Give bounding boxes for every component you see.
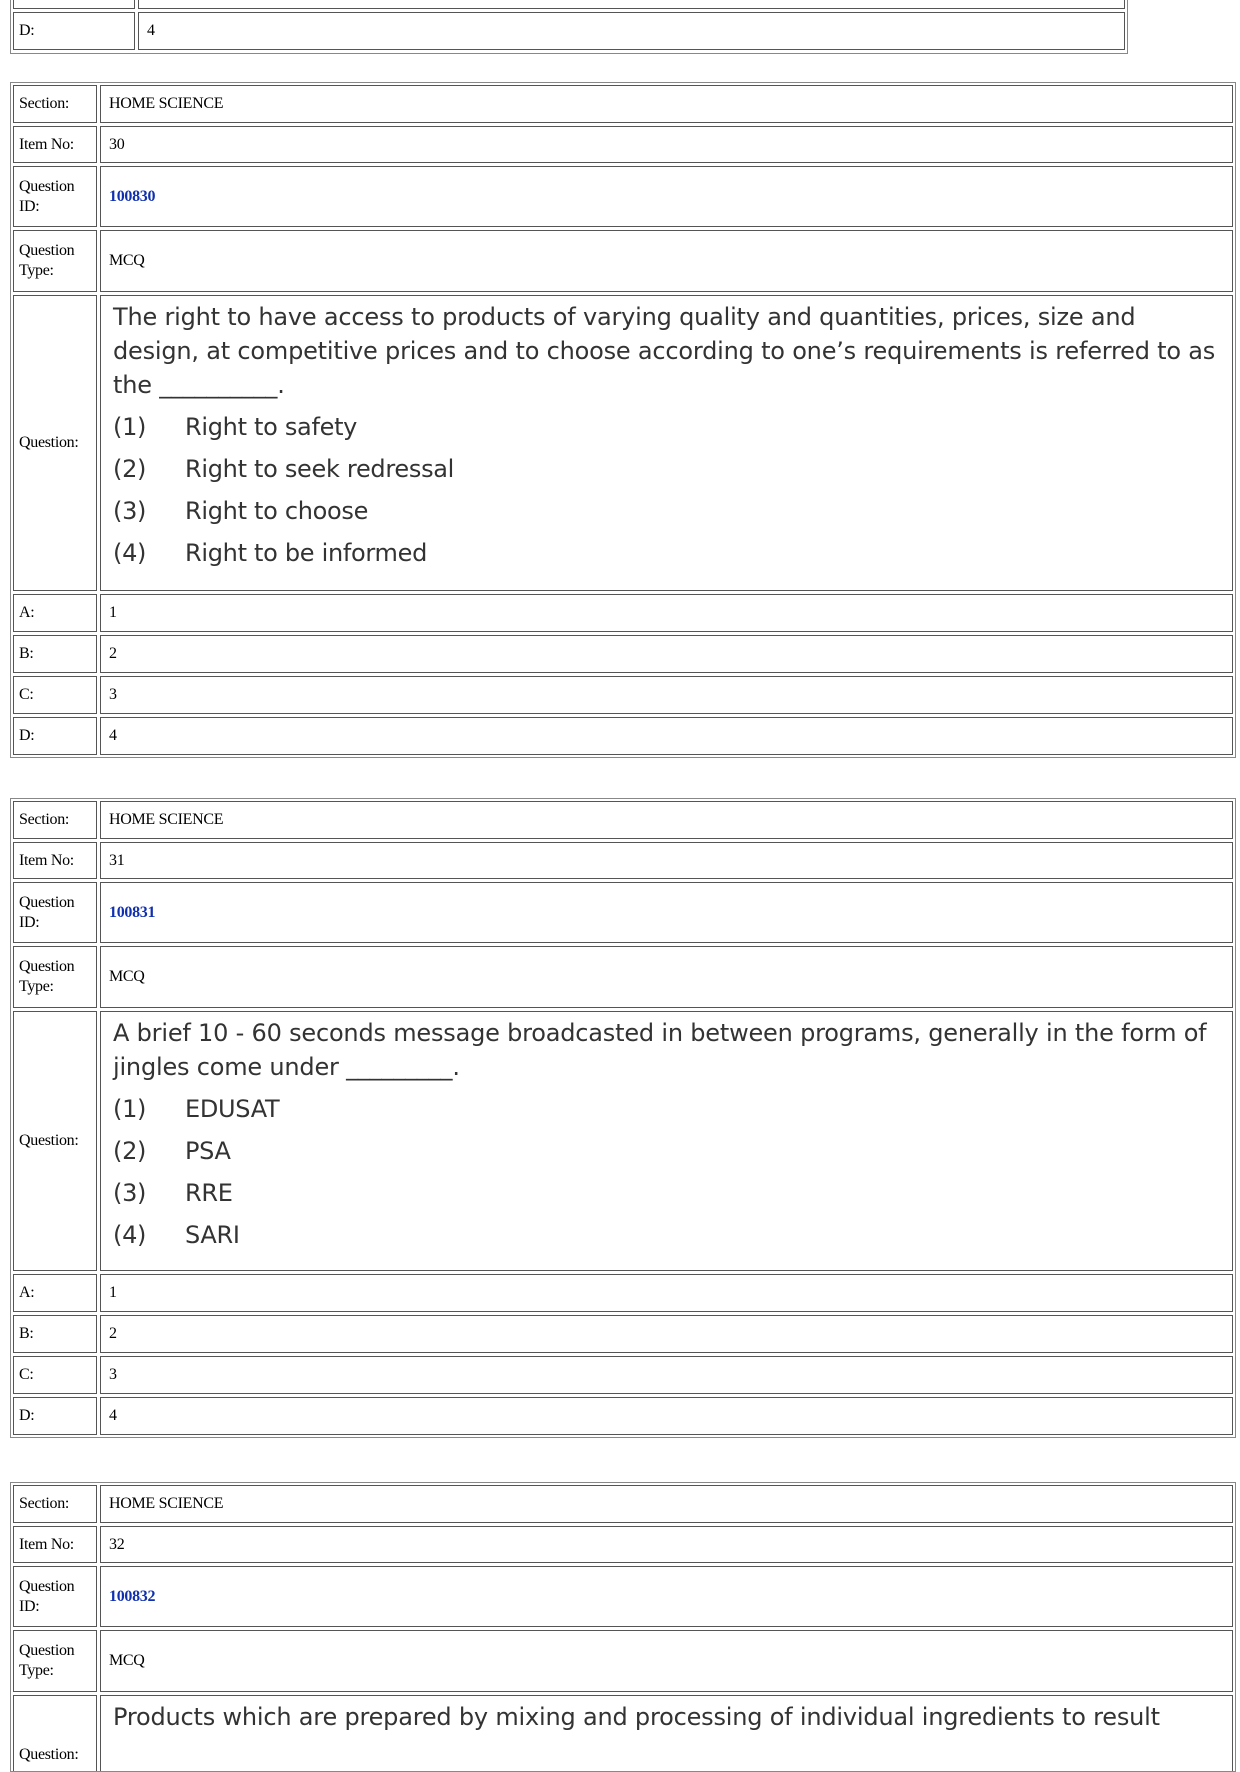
item-no-value: 32 xyxy=(100,1526,1233,1563)
question-id-link[interactable]: 100830 xyxy=(100,166,1233,227)
row-label xyxy=(13,0,135,9)
item-no-label: Item No: xyxy=(13,1526,97,1563)
question-table-partial xyxy=(10,0,1128,54)
question-type-label: Question Type: xyxy=(13,1630,97,1692)
question-label: Question: xyxy=(13,295,97,591)
item-no-label: Item No: xyxy=(13,126,97,163)
option-item: (1) Right to safety xyxy=(113,413,358,441)
section-label: Section: xyxy=(13,801,97,839)
option-c-value: 3 xyxy=(100,1356,1233,1394)
question-id-label: Question ID: xyxy=(13,166,97,227)
section-value: HOME SCIENCE xyxy=(100,85,1233,123)
question-text xyxy=(100,295,1233,591)
option-item: (2) PSA xyxy=(113,1137,231,1165)
item-no-value: 30 xyxy=(100,126,1233,163)
option-d-value: 4 xyxy=(100,1397,1233,1435)
question-table xyxy=(10,82,1236,758)
question-stem: Products which are prepared by mixing and processing of individual ingredients to result xyxy=(113,1703,1160,1731)
section-label: Section: xyxy=(13,1485,97,1523)
option-item: (1) EDUSAT xyxy=(113,1095,280,1123)
option-item: (4) Right to be informed xyxy=(113,539,428,567)
option-a-label: A: xyxy=(13,1274,97,1312)
question-stem: A brief 10 - 60 seconds message broadcasted in between programs, generally in the form of jingles come under _________. xyxy=(113,1019,1207,1081)
question-table xyxy=(10,1482,1236,1772)
question-id-link[interactable]: 100831 xyxy=(100,882,1233,943)
option-d-value: 4 xyxy=(100,717,1233,755)
item-no-value: 31 xyxy=(100,842,1233,879)
question-type-value: MCQ xyxy=(100,946,1233,1008)
option-item: (3) Right to choose xyxy=(113,497,369,525)
option-d-label: D: xyxy=(13,1397,97,1435)
option-b-label: B: xyxy=(13,1315,97,1353)
option-item: (3) RRE xyxy=(113,1179,233,1207)
option-b-value: 2 xyxy=(100,635,1233,673)
question-label: Question: xyxy=(13,1695,97,1772)
question-table xyxy=(10,798,1236,1438)
option-item: (2) Right to seek redressal xyxy=(113,455,455,483)
question-type-value: MCQ xyxy=(100,1630,1233,1692)
question-type-label: Question Type: xyxy=(13,946,97,1008)
question-stem: The right to have access to products of varying quality and quantities, prices, size and design, at competitive prices and to choose according to one’s requirements is referred to as the __________. xyxy=(113,303,1216,399)
section-value: HOME SCIENCE xyxy=(100,1485,1233,1523)
question-text xyxy=(100,1011,1233,1271)
question-text xyxy=(100,1695,1233,1772)
section-label: Section: xyxy=(13,85,97,123)
option-d-label: D: xyxy=(13,12,135,50)
option-a-value: 1 xyxy=(100,594,1233,632)
question-id-label: Question ID: xyxy=(13,1566,97,1627)
option-b-label: B: xyxy=(13,635,97,673)
option-a-value: 1 xyxy=(100,1274,1233,1312)
section-value: HOME SCIENCE xyxy=(100,801,1233,839)
option-b-value: 2 xyxy=(100,1315,1233,1353)
question-label: Question: xyxy=(13,1011,97,1271)
option-c-label: C: xyxy=(13,1356,97,1394)
option-d-value: 4 xyxy=(138,12,1125,50)
option-item: (4) SARI xyxy=(113,1221,240,1249)
question-id-label: Question ID: xyxy=(13,882,97,943)
question-id-link[interactable]: 100832 xyxy=(100,1566,1233,1627)
item-no-label: Item No: xyxy=(13,842,97,879)
option-d-label: D: xyxy=(13,717,97,755)
option-c-label: C: xyxy=(13,676,97,714)
question-type-value: MCQ xyxy=(100,230,1233,292)
row-value xyxy=(138,0,1125,9)
option-c-value: 3 xyxy=(100,676,1233,714)
option-a-label: A: xyxy=(13,594,97,632)
question-type-label: Question Type: xyxy=(13,230,97,292)
